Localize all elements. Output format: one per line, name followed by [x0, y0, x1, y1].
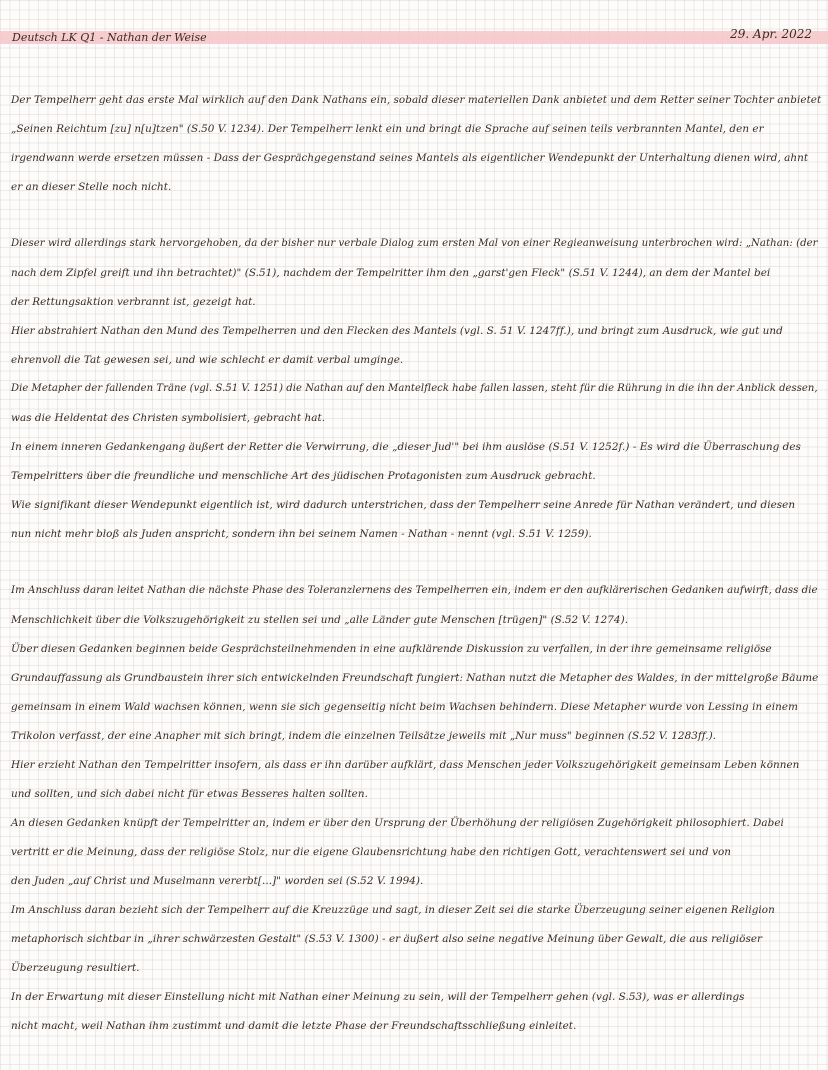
text-line: An diesen Gedanken knüpft der Tempelritter an, indem er über den Ursprung der Überhöhung der religiösen Zugehörigkeit philosophiert. Dabei — [11, 817, 784, 829]
text-line: den Juden „auf Christ und Muselmann vererbt[...]" worden sei (S.52 V. 1994). — [11, 875, 424, 887]
page-title: Deutsch LK Q1 - Nathan der Weise — [12, 31, 207, 44]
text-line: Grundauffassung als Grundbaustein ihrer sich entwickelnden Freundschaft fungiert: Nathan nutzt die Metapher des Waldes, in der mittelgroße Bäume — [11, 672, 819, 684]
text-line: Im Anschluss daran leitet Nathan die nächste Phase des Toleranzlernens des Tempelherren ein, indem er den aufklärerischen Gedanken aufwirft, dass die — [11, 585, 818, 596]
text-line: nach dem Zipfel greift und ihn betrachtet)" (S.51), nachdem der Tempelritter ihm den „garst'gen Fleck" (S.51 V. 1244), an dem der Mantel bei — [11, 267, 771, 279]
text-line: Tempelritters über die freundliche und menschliche Art des jüdischen Protagonisten zum Ausdruck gebracht. — [11, 470, 596, 482]
text-line: Hier abstrahiert Nathan den Mund des Tempelherren und den Flecken des Mantels (vgl. S. 51 V. 1247ff.), und bringt zum Ausdruck, wie gut und — [11, 325, 783, 337]
text-line: ehrenvoll die Tat gewesen sei, und wie schlecht er damit verbal umginge. — [11, 354, 404, 366]
text-line: vertritt er die Meinung, dass der religiöse Stolz, nur die eigene Glaubensrichtung habe den richtigen Gott, verachtenswert sei und von — [11, 846, 732, 858]
text-line: Trikolon verfasst, der eine Anapher mit sich bringt, indem die einzelnen Teilsätze jeweils mit „Nur muss" beginnen (S.52 V. 1283ff.). — [11, 730, 717, 742]
page-date: 29. Apr. 2022 — [730, 27, 812, 41]
text-line: In einem inneren Gedankengang äußert der Retter die Verwirrung, die „dieser Jud'" bei ihm auslöse (S.51 V. 1252f.) - Es wird die Überraschung des — [11, 441, 801, 453]
text-line: Über diesen Gedanken beginnen beide Gesprächsteilnehmenden in eine aufklärende Diskussion zu verfallen, in der ihre gemeinsame religiöse — [11, 643, 772, 655]
text-line: Überzeugung resultiert. — [11, 962, 140, 974]
text-line: Menschlichkeit über die Volkszugehörigkeit zu stellen sei und „alle Länder gute Menschen [trügen]" (S.52 V. 1274). — [11, 614, 629, 626]
text-line: irgendwann werde ersetzen müssen - Dass der Gesprächgegenstand seines Mantels als eigentlicher Wendepunkt der Unterhaltung dienen wird, ahnt — [11, 152, 809, 164]
text-line: Hier erzieht Nathan den Tempelritter insofern, als dass er ihn darüber aufklärt, dass Menschen jeder Volkszugehörigkeit gemeinsam Leben können — [11, 759, 800, 771]
text-line: der Rettungsaktion verbrannt ist, gezeigt hat. — [11, 296, 256, 308]
text-line: In der Erwartung mit dieser Einstellung nicht mit Nathan einer Meinung zu sein, will der Tempelherr gehen (vgl. S.53), was er allerdings — [11, 991, 745, 1003]
text-line: Die Metapher der fallenden Träne (vgl. S.51 V. 1251) die Nathan auf den Mantelfleck habe fallen lassen, steht für die Rührung in die ihn der Anblick dessen, — [11, 383, 818, 394]
text-line: „Seinen Reichtum [zu] n[u]tzen" (S.50 V. 1234). Der Tempelherr lenkt ein und bringt die Sprache auf seinen teils verbrannten Mantel, den er — [11, 123, 764, 135]
text-line: nicht macht, weil Nathan ihm zustimmt und damit die letzte Phase der Freundschaftsschließung einleitet. — [11, 1020, 577, 1032]
text-line: er an dieser Stelle noch nicht. — [11, 181, 172, 193]
text-line: Im Anschluss daran bezieht sich der Tempelherr auf die Kreuzzüge und sagt, in dieser Zeit sei die starke Überzeugung seiner eigenen Religion — [11, 904, 775, 916]
text-line: metaphorisch sichtbar in „ihrer schwärzesten Gestalt" (S.53 V. 1300) - er äußert also seine negative Meinung über Gewalt, die aus religiöser — [11, 933, 763, 945]
text-line: was die Heldentat des Christen symbolisiert, gebracht hat. — [11, 412, 326, 424]
text-line: Der Tempelherr geht das erste Mal wirklich auf den Dank Nathans ein, sobald dieser materiellen Dank anbietet und dem Retter seiner Tochter anbietet — [11, 94, 822, 106]
text-line: gemeinsam in einem Wald wachsen können, wenn sie sich gegenseitig nicht beim Wachsen behindern. Diese Metapher wurde von Lessing in einem — [11, 701, 798, 713]
text-line: Wie signifikant dieser Wendepunkt eigentlich ist, wird dadurch unterstrichen, dass der Tempelherr seine Anrede für Nathan verändert, und diesen — [11, 499, 796, 511]
text-line: und sollten, und sich dabei nicht für etwas Besseres halten sollten. — [11, 788, 368, 800]
page-header — [0, 27, 828, 46]
text-line: nun nicht mehr bloß als Juden anspricht, sondern ihn bei seinem Namen - Nathan - nennt (vgl. S.51 V. 1259). — [11, 528, 592, 540]
text-line: Dieser wird allerdings stark hervorgehoben, da der bisher nur verbale Dialog zum ersten Mal von einer Regieanweisung unterbrochen wird: „Nathan: (der — [11, 238, 818, 249]
